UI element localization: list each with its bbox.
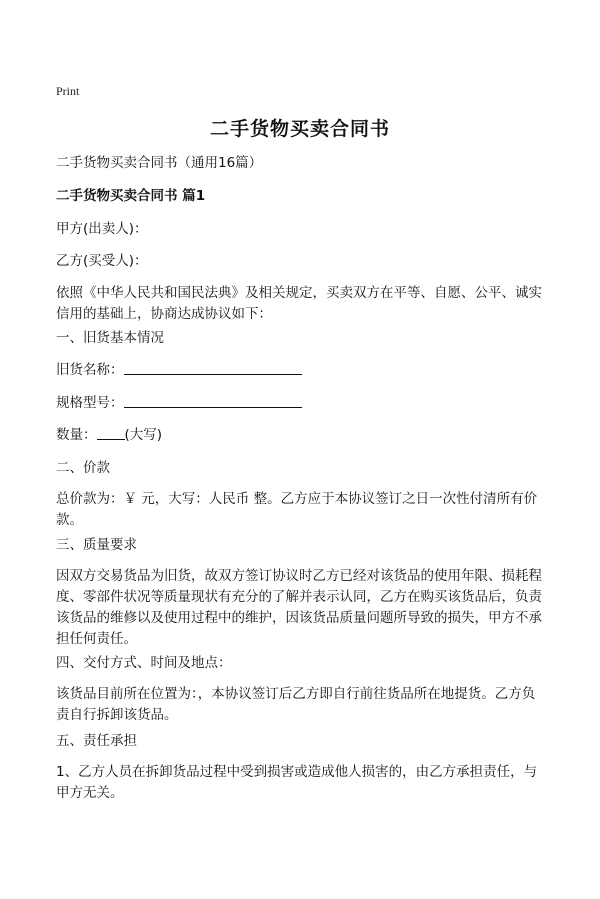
- delivery-paragraph: 该货品目前所在位置为：，本协议签订后乙方即自行前往货品所在地提货。乙方负责自行拆卸该货品。: [56, 686, 536, 723]
- price-paragraph: 总价款为：￥ 元，大写：人民币 整。乙方应于本协议签订之日一次性付清所有价款。: [56, 491, 538, 528]
- spec-blank: [124, 393, 302, 408]
- liability-paragraph: 1、乙方人员在拆卸货品过程中受到损害或造成他人损害的，由乙方承担责任，与甲方无关。: [56, 764, 538, 801]
- section-5-title: 五、责任承担: [56, 733, 137, 749]
- quantity-suffix: (大写): [124, 427, 163, 443]
- section-2-title: 二、价款: [56, 460, 110, 476]
- section-4-title: 四、交付方式、时间及地点：: [56, 655, 232, 671]
- document-title: 二手货物买卖合同书: [209, 118, 390, 140]
- goods-name-label: 旧货名称：: [56, 362, 124, 378]
- quantity-label: 数量：: [56, 427, 97, 443]
- section-heading: 二手货物买卖合同书 篇1: [56, 188, 206, 204]
- goods-name-blank: [124, 360, 302, 375]
- party-a-line: 甲方(出卖人)：: [56, 221, 148, 237]
- spec-row: [56, 393, 548, 414]
- spec-label: 规格型号：: [56, 395, 124, 411]
- intro-paragraph: 依照《中华人民共和国民法典》及相关规定，买卖双方在平等、自愿、公平、诚实信用的基础上，协商达成协议如下：: [56, 285, 542, 322]
- print-label: Print: [56, 84, 80, 98]
- quality-paragraph: 因双方交易货品为旧货，故双方签订协议时乙方已经对该货品的使用年限、损耗程度、零部件状况等质量现状有充分的了解并表示认同，乙方在购买该货品后，负责该货品的维修以及使用过程中的维护，因该货品质量问题所导致的损失，甲方不承担任何责任。: [56, 568, 542, 647]
- quantity-row: [56, 425, 548, 446]
- goods-name-row: [56, 360, 548, 381]
- section-3-title: 三、质量要求: [56, 537, 137, 553]
- document-subtitle: 二手货物买卖合同书（通用16篇）: [56, 155, 263, 171]
- section-1-title: 一、旧货基本情况: [56, 330, 164, 346]
- party-b-line: 乙方(买受人)：: [56, 253, 148, 269]
- quantity-blank: [97, 425, 125, 440]
